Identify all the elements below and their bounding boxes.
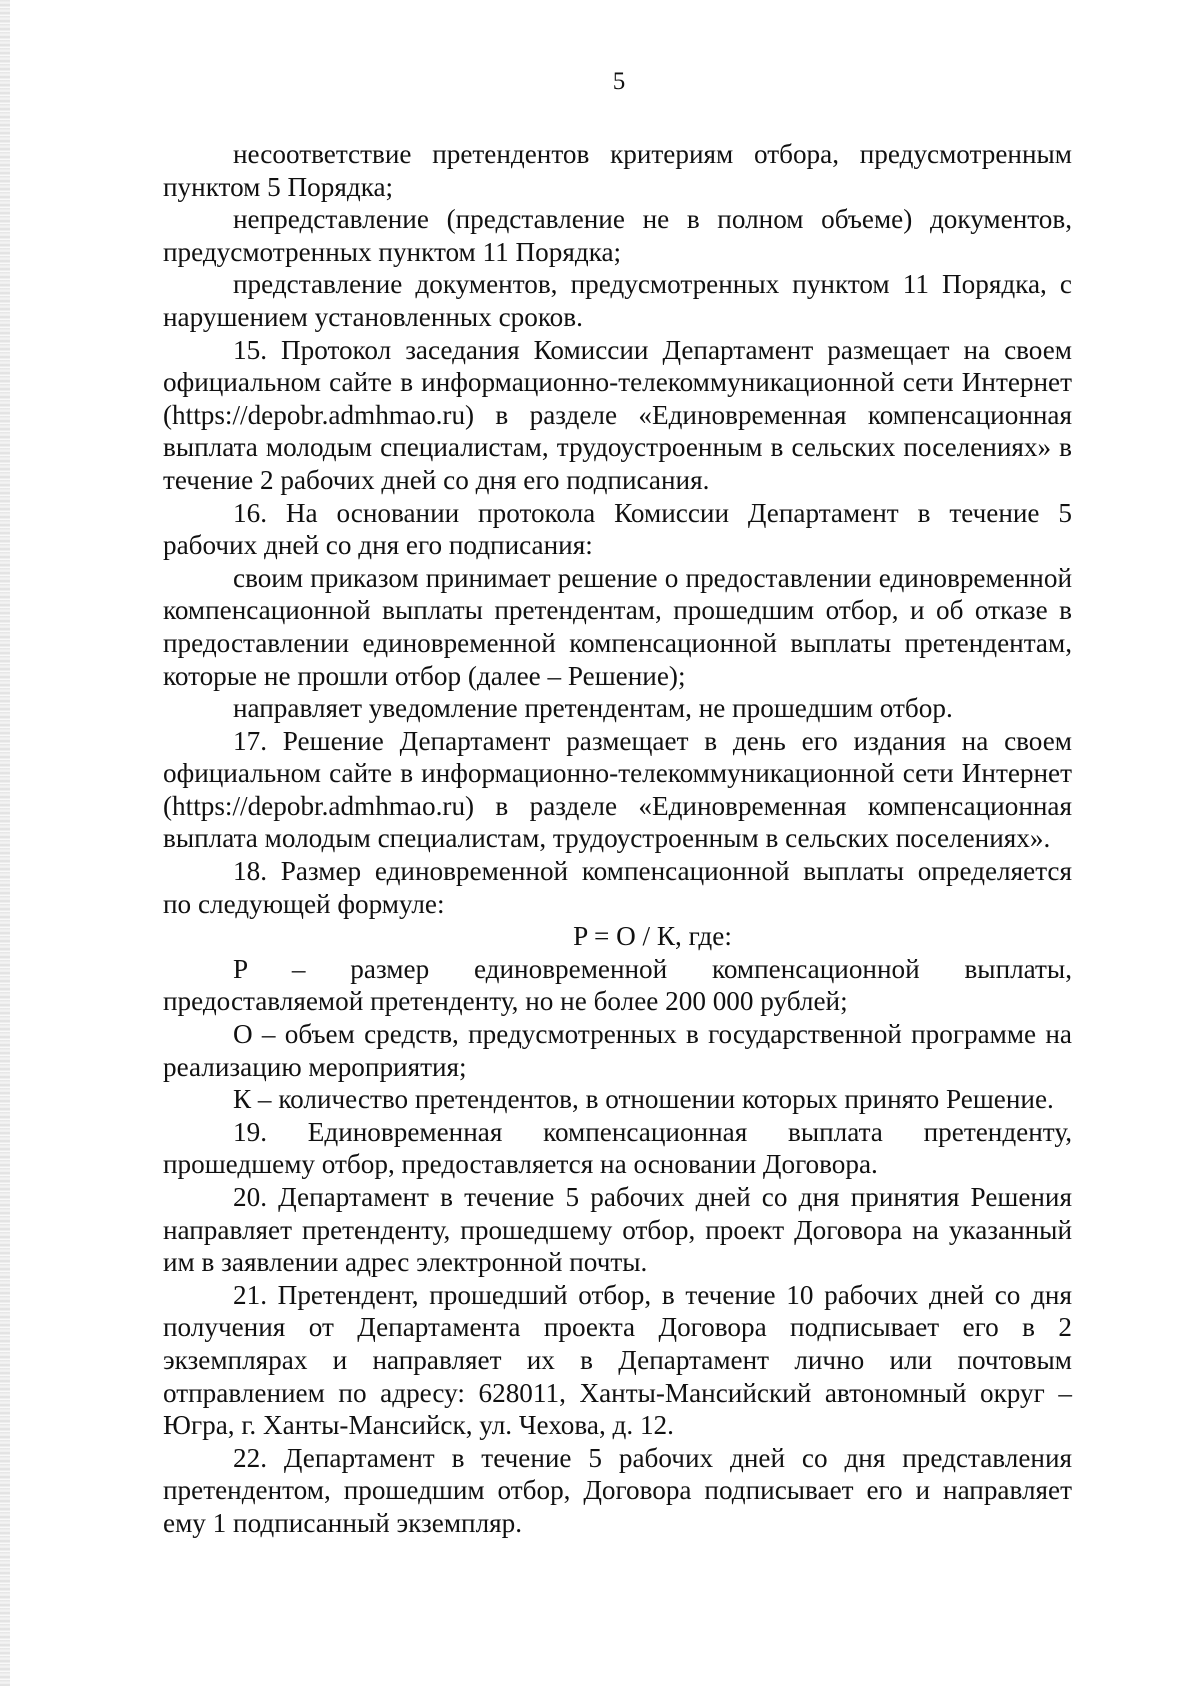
- page-number: 5: [612, 68, 626, 95]
- paragraph-item-21: 21. Претендент, прошедший отбор, в течение 10 рабочих дней со дня получения от Департамента проекта Договора подписывает его в 2 экземплярах и направляет их в Департамент лично или почтовым отправлением по адресу: 628011, Ханты-Мансийский автономный округ – Югра, г. Ханты-Мансийск, ул. Чехова, д. 12.: [163, 1279, 1072, 1441]
- paragraph-item-15: 15. Протокол заседания Комиссии Департамент размещает на своем официальном сайте в информационно-телекоммуникационной сети Интернет (https://depobr.admhmao.ru) в разделе «Единовременная компенсационная выплата молодым специалистам, трудоустроенным в сельских поселениях» в течение 2 рабочих дней со дня его подписания.: [163, 334, 1072, 495]
- paragraph: представление документов, предусмотренных пунктом 11 Порядка, с нарушением установленных сроков.: [163, 269, 1072, 332]
- paragraph-item-19: 19. Единовременная компенсационная выплата претенденту, прошедшему отбор, предоставляется на основании Договора.: [163, 1116, 1072, 1180]
- paragraph-item-20: 20. Департамент в течение 5 рабочих дней со дня принятия Решения направляет претенденту, прошедшему отбор, проект Договора на указанный им в заявлении адрес электронной почты.: [163, 1182, 1072, 1278]
- scan-edge: [0, 0, 10, 1686]
- paragraph-item-17: 17. Решение Департамент размещает в день его издания на своем официальном сайте в информационно-телекоммуникационной сети Интернет (https://depobr.admhmao.ru) в разделе «Единовременная компенсационная выплата молодым специалистам, трудоустроенным в сельских поселениях».: [163, 725, 1072, 854]
- formula: P = О / К, где:: [573, 921, 732, 952]
- paragraph: непредставление (представление не в полном объеме) документов, предусмотренных пунктом 11 Порядка;: [163, 204, 1072, 267]
- formula-definition-p: P – размер единовременной компенсационной выплаты, предоставляемой претенденту, но не более 200 000 рублей;: [163, 953, 1072, 1017]
- formula-definition-k: К – количество претендентов, в отношении которых принято Решение.: [233, 1084, 1054, 1115]
- formula-definition-o: О – объем средств, предусмотренных в государственной программе на реализацию мероприятия;: [163, 1019, 1072, 1082]
- paragraph-item-18: 18. Размер единовременной компенсационной выплаты определяется по следующей формуле:: [163, 856, 1072, 919]
- paragraph: своим приказом принимает решение о предоставлении единовременной компенсационной выплаты претендентам, прошедшим отбор, и об отказе в предоставлении единовременной компенсационной выплаты претендентам, которые не прошли отбор (далее – Решение);: [163, 562, 1072, 691]
- paragraph: направляет уведомление претендентам, не прошедшим отбор.: [233, 693, 953, 724]
- paragraph-item-16: 16. На основании протокола Комиссии Департамент в течение 5 рабочих дней со дня его подписания:: [163, 497, 1072, 561]
- paragraph-item-22: 22. Департамент в течение 5 рабочих дней со дня представления претендентом, прошедшим отбор, Договора подписывает его и направляет ему 1 подписанный экземпляр.: [163, 1442, 1072, 1538]
- paragraph: несоответствие претендентов критериям отбора, предусмотренным пунктом 5 Порядка;: [163, 139, 1072, 202]
- document-body: [163, 138, 1072, 1540]
